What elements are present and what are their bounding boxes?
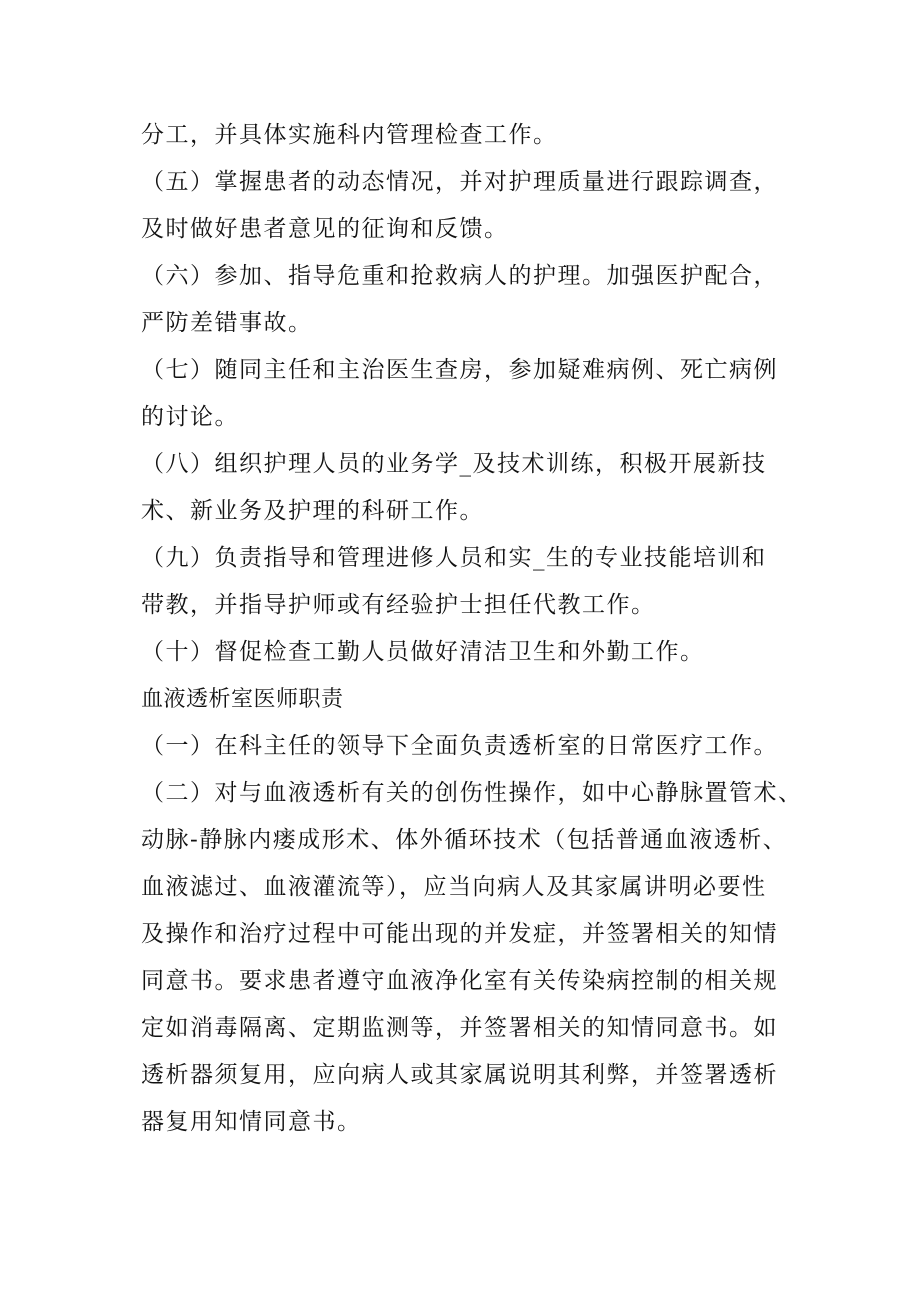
text-line: 带教，并指导护师或有经验护士担任代教工作。 [141,592,656,618]
text-line: 动脉-静脉内瘘成形术、体外循环技术（包括普通血液透析、 [141,827,788,853]
text-line: 同意书。要求患者遵守血液净化室有关传染病控制的相关规 [141,968,778,994]
document-body [141,112,801,1146]
text-line: （九）负责指导和管理进修人员和实_生的专业技能培训和 [141,545,767,571]
text-line: 分工，并具体实施科内管理检查工作。 [141,122,558,148]
text-line: 透析器须复用，应向病人或其家属说明其利弊，并签署透析 [141,1062,778,1088]
text-line: 及时做好患者意见的征询和反馈。 [141,216,509,242]
text-line: 器复用知情同意书。 [141,1109,362,1135]
text-line: 定如消毒隔离、定期监测等，并签署相关的知情同意书。如 [141,1015,778,1041]
text-line: 及操作和治疗过程中可能出现的并发症，并签署相关的知情 [141,921,778,947]
text-line: 血液滤过、血液灌流等），应当向病人及其家属讲明必要性 [141,874,767,900]
section-heading: 血液透析室医师职责 [141,687,344,712]
text-line: （八）组织护理人员的业务学_及技术训练，积极开展新技 [141,451,767,477]
text-line: （二）对与血液透析有关的创伤性操作，如中心静脉置管术、 [141,780,803,806]
text-line: 严防差错事故。 [141,310,313,336]
text-line: 的讨论。 [141,404,239,430]
text-line: （六）参加、指导危重和抢救病人的护理。加强医护配合， [141,263,778,289]
text-line: （十）督促检查工勤人员做好清洁卫生和外勤工作。 [141,639,705,665]
text-line: 术、新业务及护理的科研工作。 [141,498,484,524]
text-line: （一）在科主任的领导下全面负责透析室的日常医疗工作。 [141,733,778,759]
text-line: （七）随同主任和主治医生查房，参加疑难病例、死亡病例 [141,357,778,383]
text-line: （五）掌握患者的动态情况，并对护理质量进行跟踪调查， [141,169,778,195]
